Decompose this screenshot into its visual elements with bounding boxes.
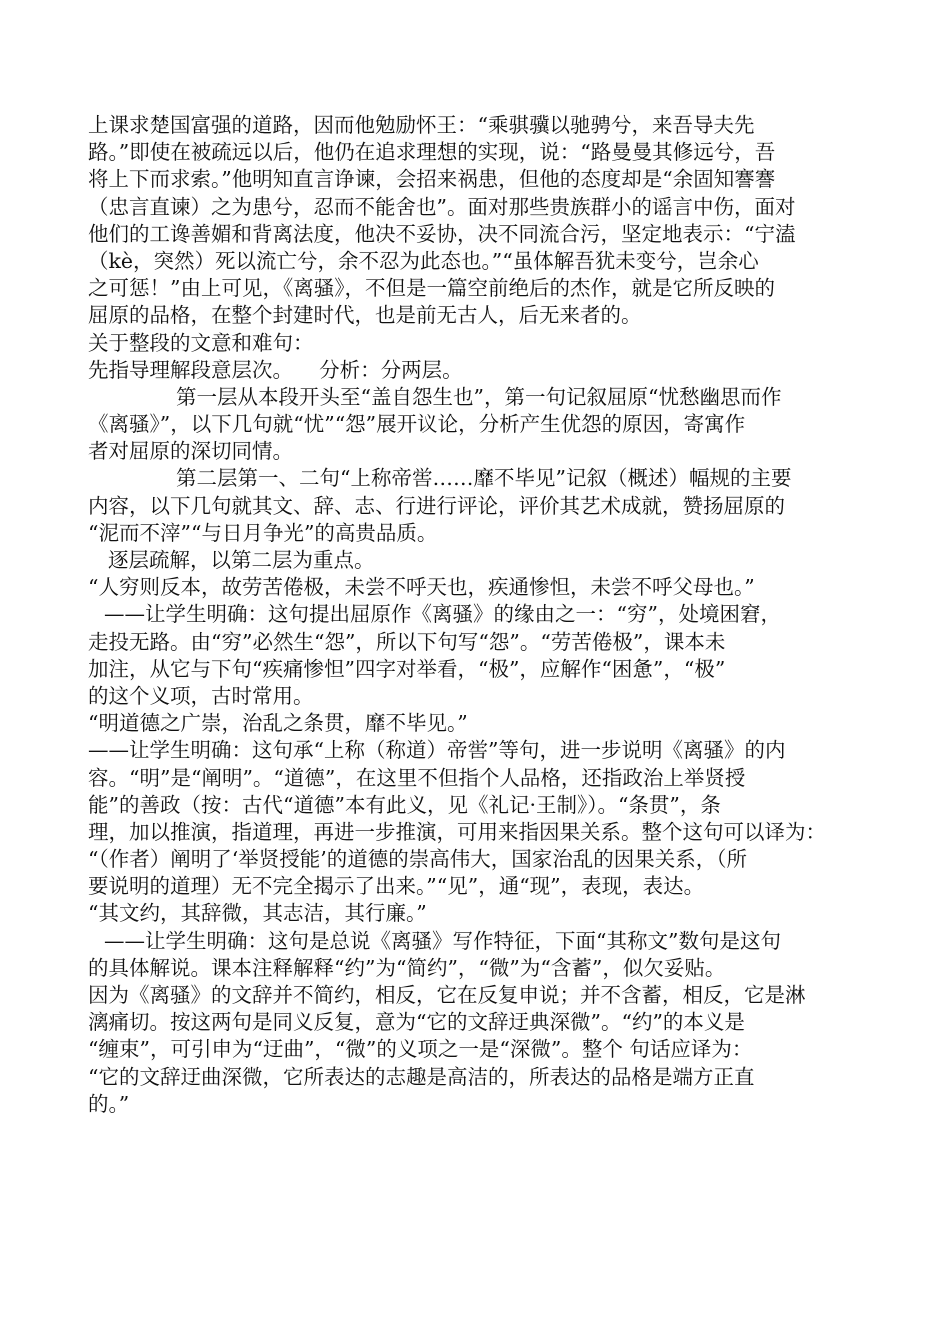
text-line: （kè，突然）死以流亡兮，余不忍为此态也。”“虽体解吾犹未变兮，岂余心 [88, 248, 759, 273]
text-line: 漓痛切。按这两句是同义反复，意为“它的文辞迂典深微”。“约”的本义是 [88, 1010, 745, 1035]
text-line: 第一层从本段开头至“盖自怨生也”，第一句记叙屈原“忧愁幽思而作 [176, 384, 782, 409]
text-line: 他们的工谗善媚和背离法度，他决不妥协，决不同流合污，坚定地表示：“宁溘 [88, 221, 796, 246]
text-line: 的这个义项，古时常用。 [88, 683, 314, 708]
text-line: “缠束”，可引申为“迂曲”，“微”的义项之一是“深微”。整个 句话应译为： [88, 1037, 753, 1062]
text-line: 之可惩！”由上可见，《离骚》，不但是一篇空前绝后的杰作，就是它所反映的 [88, 276, 775, 301]
text-line: 路。”即使在被疏远以后，他仍在追求理想的实现，说：“路曼曼其修远兮，吾 [88, 140, 776, 165]
text-line: 容。“明”是“阐明”。“道德”，在这里不但指个人品格，还指政治上举贤授 [88, 765, 746, 790]
text-line: 第二层第一、二句“上称帝喾……靡不毕见”记叙（概述）幅规的主要 [176, 466, 792, 491]
text-line: 《离骚》”，以下几句就“忧”“怨”展开议论，分析产生优怨的原因，寄寓作 [88, 412, 746, 437]
quote-line: “明道德之广崇，治乱之条贯，靡不毕见。” [88, 711, 468, 736]
text-line: 的具体解说。课本注释解释“约”为“简约”，“微”为“含蓄”，似欠妥贴。 [88, 955, 726, 980]
text-line: “泥而不滓”“与日月争光”的高贵品质。 [88, 520, 438, 545]
text-line: “（作者）阐明了‘举贤授能’的道德的崇高伟大，国家治乱的因果关系，（所 [88, 847, 748, 872]
text-line: 将上下而求索。”他明知直言诤谏，会招来祸患，但他的态度却是“余固知謇謇 [88, 167, 776, 192]
text-line: 走投无路。由“穷”必然生“怨”，所以下句写“怨”。“劳苦倦极”，课本未 [88, 629, 726, 654]
text-line: “它的文辞迂曲深微，它所表达的志趣是高洁的，所表达的品格是端方正直 [88, 1064, 755, 1089]
text-line: 加注，从它与下句“疾痛惨怛”四字对举看，“极”，应解作“困惫”，“极” [88, 656, 726, 681]
text-line: ——让学生明确：这句是总说《离骚》写作特征，下面“其称文”数句是这句 [104, 928, 781, 953]
quote-line: “其文约，其辞微，其志洁，其行廉。” [88, 901, 427, 926]
section-heading: 关于整段的文意和难句： [88, 330, 314, 355]
text-line: 屈原的品格，在整个封建时代，也是前无古人，后无来者的。 [88, 303, 642, 328]
document-page [88, 112, 862, 1118]
quote-line: “人穷则反本，故劳苦倦极，未尝不呼天也，疾通惨怛，未尝不呼父母也。” [88, 575, 755, 600]
text-line: 的。” [88, 1091, 130, 1116]
text-line: 上课求楚国富强的道路，因而他勉励怀王：“乘骐骥以驰骋兮，来吾导夫先 [88, 113, 755, 137]
text-line: 理，加以推演，指道理，再进一步推演，可用来指因果关系。整个这句可以译为： [88, 819, 826, 844]
text-line: 要说明的道理）无不完全揭示了出来。”“见”，通“现”，表现，表达。 [88, 874, 705, 899]
text-line: 者对屈原的深切同情。 [88, 439, 293, 464]
text-line: 能”的善政（按：古代“道德”本有此义，见《礼记·王制》）。“条贯”，条 [88, 792, 721, 817]
text-line: 逐层疏解，以第二层为重点。 [108, 548, 375, 572]
text-line: ——让学生明确：这句承“上称（称道）帝喾”等句，进一步说明《离骚》的内 [88, 738, 786, 763]
text-line: 内容，以下几句就其文、辞、志、行进行评论，评价其艺术成就，赞扬屈原的 [88, 493, 785, 518]
text-line: 因为《离骚》的文辞并不简约，相反，它在反复申说；并不含蓄，相反，它是淋 [88, 983, 806, 1007]
text-line: ——让学生明确：这句提出屈原作《离骚》的缘由之一：“穷”，处境困窘， [104, 602, 781, 627]
text-line: （忠言直谏）之为患兮，忍而不能舍也”。面对那些贵族群小的谣言中伤，面对 [88, 194, 796, 219]
text-line: 先指导理解段意层次。 分析：分两层。 [88, 357, 463, 382]
